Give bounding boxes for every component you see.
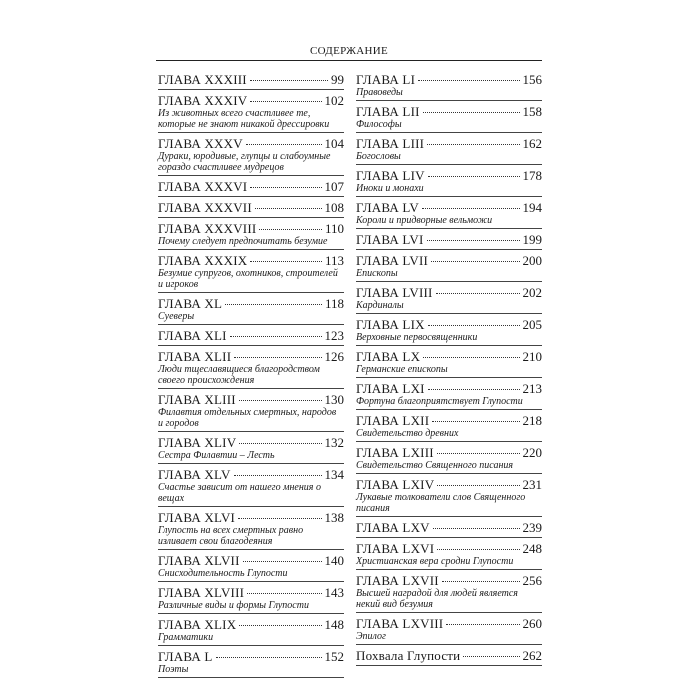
entry-divider — [356, 345, 542, 346]
toc-entry-line — [356, 200, 542, 215]
page-number: 140 — [324, 553, 344, 568]
dot-leader — [427, 144, 519, 145]
toc-entry-line — [158, 93, 344, 108]
page-number: 162 — [522, 136, 542, 151]
entry-divider — [158, 249, 344, 250]
toc-entry-line — [158, 649, 344, 664]
toc-entry-line — [158, 200, 344, 215]
chapter-subtitle: Люди тщеславящиеся благородством своего происхождения — [158, 364, 320, 386]
entry-divider — [158, 581, 344, 582]
toc-entry — [158, 328, 344, 346]
page-number: 220 — [522, 445, 542, 460]
dot-leader — [234, 475, 322, 476]
chapter-title: ГЛАВА LII — [356, 104, 420, 119]
toc-entry — [356, 317, 542, 346]
toc-entry — [158, 253, 344, 293]
chapter-title: ГЛАВА LVI — [356, 232, 424, 247]
page-number: 113 — [324, 253, 344, 268]
chapter-title: Похвала Глупости — [356, 648, 461, 663]
page-number: 148 — [324, 617, 344, 632]
dot-leader — [230, 336, 322, 337]
entry-divider — [158, 506, 344, 507]
page-number: 260 — [522, 616, 542, 631]
entry-divider — [356, 313, 542, 314]
toc-entry — [356, 104, 542, 133]
chapter-title: ГЛАВА XLV — [158, 467, 231, 482]
chapter-title: ГЛАВА XLII — [158, 349, 232, 364]
entry-divider — [356, 196, 542, 197]
toc-column-left — [158, 72, 344, 681]
dot-leader — [428, 389, 520, 390]
toc-entry — [356, 168, 542, 197]
dot-leader — [437, 485, 519, 486]
chapter-subtitle: Философы — [356, 119, 402, 130]
chapter-title: ГЛАВА LV — [356, 200, 419, 215]
toc-entry-line — [356, 541, 542, 556]
chapter-title: ГЛАВА XLIII — [158, 392, 236, 407]
toc-entry — [356, 445, 542, 474]
dot-leader — [239, 625, 321, 626]
chapter-title: ГЛАВА XL — [158, 296, 223, 311]
chapter-title: ГЛАВА LIII — [356, 136, 425, 151]
dot-leader — [437, 549, 519, 550]
toc-entry — [158, 467, 344, 507]
toc-entry-line — [356, 445, 542, 460]
dot-leader — [427, 240, 520, 241]
toc-entry-line — [356, 477, 542, 492]
chapter-subtitle: Свидетельство Священного писания — [356, 460, 514, 471]
toc-entry-line — [158, 296, 344, 311]
dot-leader — [423, 357, 519, 358]
toc-entry-line — [356, 349, 542, 364]
chapter-subtitle: Почему следует предпочитать безумие — [158, 236, 328, 247]
chapter-title: ГЛАВА LIX — [356, 317, 425, 332]
dot-leader — [250, 261, 322, 262]
dot-leader — [239, 443, 321, 444]
entry-divider — [356, 132, 542, 133]
chapter-title: ГЛАВА LXV — [356, 520, 430, 535]
toc-entry — [356, 520, 542, 538]
page-number: 178 — [522, 168, 542, 183]
entry-divider — [158, 292, 344, 293]
toc-entry-line — [356, 520, 542, 535]
chapter-subtitle: Свидетельство древних — [356, 428, 459, 439]
dot-leader — [234, 357, 321, 358]
page-number: 126 — [324, 349, 344, 364]
header-rule — [156, 60, 542, 61]
entry-divider — [158, 463, 344, 464]
chapter-subtitle: Глупость на всех смертных равно изливает свои благодеяния — [158, 525, 304, 547]
chapter-subtitle: Кардиналы — [356, 300, 404, 311]
toc-entry — [158, 392, 344, 432]
toc-entry-line — [158, 72, 344, 87]
toc-entry — [356, 136, 542, 165]
toc-entry — [158, 221, 344, 250]
entry-divider — [158, 549, 344, 550]
entry-divider — [158, 217, 344, 218]
toc-entry-line — [356, 232, 542, 247]
chapter-title: ГЛАВА LX — [356, 349, 421, 364]
dot-leader — [225, 304, 322, 305]
toc-entry-line — [158, 585, 344, 600]
dot-leader — [433, 528, 520, 529]
chapter-title: ГЛАВА XXXIV — [158, 93, 248, 108]
toc-entry — [356, 253, 542, 282]
entry-divider — [356, 473, 542, 474]
page-number: 202 — [522, 285, 542, 300]
page-number: 213 — [522, 381, 542, 396]
page-number: 158 — [522, 104, 542, 119]
dot-leader — [246, 144, 322, 145]
page-number: 256 — [522, 573, 542, 588]
page-number: 210 — [522, 349, 542, 364]
toc-entry — [356, 573, 542, 613]
toc-entry — [356, 413, 542, 442]
page-number: 152 — [324, 649, 344, 664]
dot-leader — [432, 421, 519, 422]
dot-leader — [442, 581, 520, 582]
dot-leader — [243, 561, 322, 562]
page-number: 205 — [522, 317, 542, 332]
entry-divider — [356, 612, 542, 613]
toc-entry-line — [356, 136, 542, 151]
entry-divider — [158, 388, 344, 389]
toc-entry-line — [158, 510, 344, 525]
entry-divider — [158, 345, 344, 346]
entry-divider — [158, 613, 344, 614]
dot-leader — [418, 80, 519, 81]
dot-leader — [250, 101, 321, 102]
chapter-title: ГЛАВА LVIII — [356, 285, 433, 300]
entry-divider — [158, 89, 344, 90]
chapter-title: ГЛАВА XXXV — [158, 136, 243, 151]
entry-divider — [356, 409, 542, 410]
toc-entry — [356, 200, 542, 229]
toc-entry-line — [158, 136, 344, 151]
page-number: 138 — [324, 510, 344, 525]
toc-entry-line — [158, 349, 344, 364]
chapter-title: ГЛАВА XXXVI — [158, 179, 248, 194]
chapter-subtitle: Суеверы — [158, 311, 195, 322]
toc-entry-line — [158, 221, 344, 236]
chapter-subtitle: Дураки, юродивые, глупцы и слабоумные гораздо счастливее мудрецов — [158, 151, 331, 173]
chapter-subtitle: Германские епископы — [356, 364, 448, 375]
toc-entry-line — [158, 253, 344, 268]
dot-leader — [431, 261, 519, 262]
toc-entry-line — [356, 168, 542, 183]
toc-entry — [158, 649, 344, 678]
entry-divider — [356, 281, 542, 282]
page-number: 99 — [331, 72, 344, 87]
chapter-title: ГЛАВА LIV — [356, 168, 425, 183]
dot-leader — [422, 208, 520, 209]
dot-leader — [463, 656, 519, 657]
dot-leader — [255, 208, 322, 209]
dot-leader — [238, 518, 321, 519]
entry-divider — [158, 175, 344, 176]
toc-entry-line — [158, 328, 344, 343]
chapter-title: ГЛАВА XXXIII — [158, 72, 247, 87]
entry-divider — [158, 645, 344, 646]
toc-entry — [158, 136, 344, 176]
toc-entry-line — [158, 435, 344, 450]
toc-entry — [158, 585, 344, 614]
entry-divider — [158, 132, 344, 133]
toc-entry-line — [356, 381, 542, 396]
chapter-subtitle: Из животных всего счастливее те, которые не знают никакой дрессировки — [158, 108, 330, 130]
entry-divider — [158, 196, 344, 197]
toc-entry-line — [356, 573, 542, 588]
toc-entry — [158, 93, 344, 133]
page-number: 123 — [324, 328, 344, 343]
dot-leader — [259, 229, 322, 230]
chapter-title: ГЛАВА LI — [356, 72, 416, 87]
toc-entry — [356, 648, 542, 666]
toc-entry — [158, 72, 344, 90]
chapter-subtitle: Верховные первосвященники — [356, 332, 478, 343]
page-number: 194 — [522, 200, 542, 215]
chapter-title: ГЛАВА LXVI — [356, 541, 435, 556]
page-number: 110 — [324, 221, 344, 236]
toc-column-right — [356, 72, 542, 669]
chapter-subtitle: Сестра Филавтии – Лесть — [158, 450, 275, 461]
toc-entry-line — [356, 413, 542, 428]
toc-entry — [158, 617, 344, 646]
toc-entry — [356, 616, 542, 645]
dot-leader — [216, 657, 322, 658]
toc-entry-line — [356, 253, 542, 268]
dot-leader — [250, 80, 328, 81]
page-number: 156 — [522, 72, 542, 87]
page-number: 104 — [324, 136, 344, 151]
page-number: 200 — [522, 253, 542, 268]
page-number: 199 — [522, 232, 542, 247]
page-number: 248 — [522, 541, 542, 556]
entry-divider — [356, 377, 542, 378]
entry-divider — [356, 644, 542, 645]
entry-divider — [158, 324, 344, 325]
toc-entry — [356, 72, 542, 101]
toc-entry-line — [356, 648, 542, 663]
dot-leader — [428, 176, 520, 177]
entry-divider — [356, 228, 542, 229]
toc-entry — [158, 435, 344, 464]
dot-leader — [446, 624, 519, 625]
entry-divider — [158, 677, 344, 678]
toc-entry-line — [356, 285, 542, 300]
chapter-subtitle: Различные виды и формы Глупости — [158, 600, 309, 611]
chapter-title: ГЛАВА LXIV — [356, 477, 435, 492]
chapter-subtitle: Безумие супругов, охотников, строителей и игроков — [158, 268, 338, 290]
page-number: 130 — [324, 392, 344, 407]
chapter-subtitle: Грамматики — [158, 632, 214, 643]
toc-entry — [356, 541, 542, 570]
toc-entry — [158, 510, 344, 550]
toc-entry — [158, 349, 344, 389]
page-number: 262 — [522, 648, 542, 663]
toc-entry-line — [158, 617, 344, 632]
chapter-title: ГЛАВА LXVII — [356, 573, 439, 588]
toc-entry-line — [356, 317, 542, 332]
page-number: 118 — [324, 296, 344, 311]
page-number: 239 — [522, 520, 542, 535]
chapter-subtitle: Филавтия отдельных смертных, народов и городов — [158, 407, 337, 429]
chapter-title: ГЛАВА XLIX — [158, 617, 237, 632]
page-number: 102 — [324, 93, 344, 108]
chapter-title: ГЛАВА XLI — [158, 328, 227, 343]
toc-entry — [158, 200, 344, 218]
entry-divider — [356, 164, 542, 165]
dot-leader — [423, 112, 520, 113]
chapter-title: ГЛАВА XLVI — [158, 510, 236, 525]
chapter-title: ГЛАВА XXXIX — [158, 253, 248, 268]
chapter-title: ГЛАВА XLIV — [158, 435, 237, 450]
page-number: 218 — [522, 413, 542, 428]
chapter-subtitle: Христианская вера сродни Глупости — [356, 556, 514, 567]
toc-entry-line — [158, 392, 344, 407]
chapter-title: ГЛАВА XXXVII — [158, 200, 252, 215]
chapter-title: ГЛАВА LVII — [356, 253, 429, 268]
page-number: 231 — [522, 477, 542, 492]
dot-leader — [428, 325, 520, 326]
entry-divider — [356, 441, 542, 442]
chapter-subtitle: Лукавые толкователи слов Священного писания — [356, 492, 526, 514]
chapter-title: ГЛАВА XXXVIII — [158, 221, 257, 236]
toc-entry-line — [356, 72, 542, 87]
chapter-subtitle: Фортуна благоприятствует Глупости — [356, 396, 523, 407]
toc-entry — [356, 477, 542, 517]
dot-leader — [250, 187, 321, 188]
entry-divider — [356, 665, 542, 666]
toc-entry — [356, 285, 542, 314]
chapter-title: ГЛАВА XLVIII — [158, 585, 245, 600]
chapter-title: ГЛАВА LXIII — [356, 445, 434, 460]
chapter-subtitle: Поэты — [158, 664, 189, 675]
chapter-subtitle: Короли и придворные вельможи — [356, 215, 493, 226]
chapter-subtitle: Иноки и монахи — [356, 183, 424, 194]
toc-entry-line — [158, 553, 344, 568]
chapter-subtitle: Снисходительность Глупости — [158, 568, 288, 579]
entry-divider — [356, 537, 542, 538]
entry-divider — [356, 516, 542, 517]
chapter-subtitle: Эпилог — [356, 631, 386, 642]
entry-divider — [356, 569, 542, 570]
chapter-title: ГЛАВА XLVII — [158, 553, 240, 568]
dot-leader — [239, 400, 322, 401]
toc-entry — [356, 349, 542, 378]
toc-entry-line — [356, 616, 542, 631]
toc-entry-line — [158, 467, 344, 482]
chapter-title: ГЛАВА L — [158, 649, 213, 664]
entry-divider — [158, 431, 344, 432]
chapter-subtitle: Епископы — [356, 268, 398, 279]
page-number: 134 — [324, 467, 344, 482]
chapter-subtitle: Правоведы — [356, 87, 403, 98]
entry-divider — [356, 249, 542, 250]
dot-leader — [247, 593, 321, 594]
chapter-subtitle: Счастье зависит от нашего мнения о вещах — [158, 482, 321, 504]
page-title: СОДЕРЖАНИЕ — [309, 45, 389, 57]
page-number: 143 — [324, 585, 344, 600]
entry-divider — [356, 100, 542, 101]
toc-entry-line — [158, 179, 344, 194]
toc-entry — [158, 296, 344, 325]
chapter-subtitle: Богословы — [356, 151, 401, 162]
page-number: 108 — [324, 200, 344, 215]
toc-entry — [356, 381, 542, 410]
chapter-subtitle: Высшей наградой для людей является некий вид безумия — [356, 588, 518, 610]
toc-entry — [158, 553, 344, 582]
page-number: 107 — [324, 179, 344, 194]
dot-leader — [437, 453, 520, 454]
dot-leader — [436, 293, 520, 294]
page-number: 132 — [324, 435, 344, 450]
chapter-title: ГЛАВА LXVIII — [356, 616, 444, 631]
toc-entry-line — [356, 104, 542, 119]
chapter-title: ГЛАВА LXI — [356, 381, 425, 396]
toc-entry — [356, 232, 542, 250]
chapter-title: ГЛАВА LXII — [356, 413, 430, 428]
toc-entry — [158, 179, 344, 197]
